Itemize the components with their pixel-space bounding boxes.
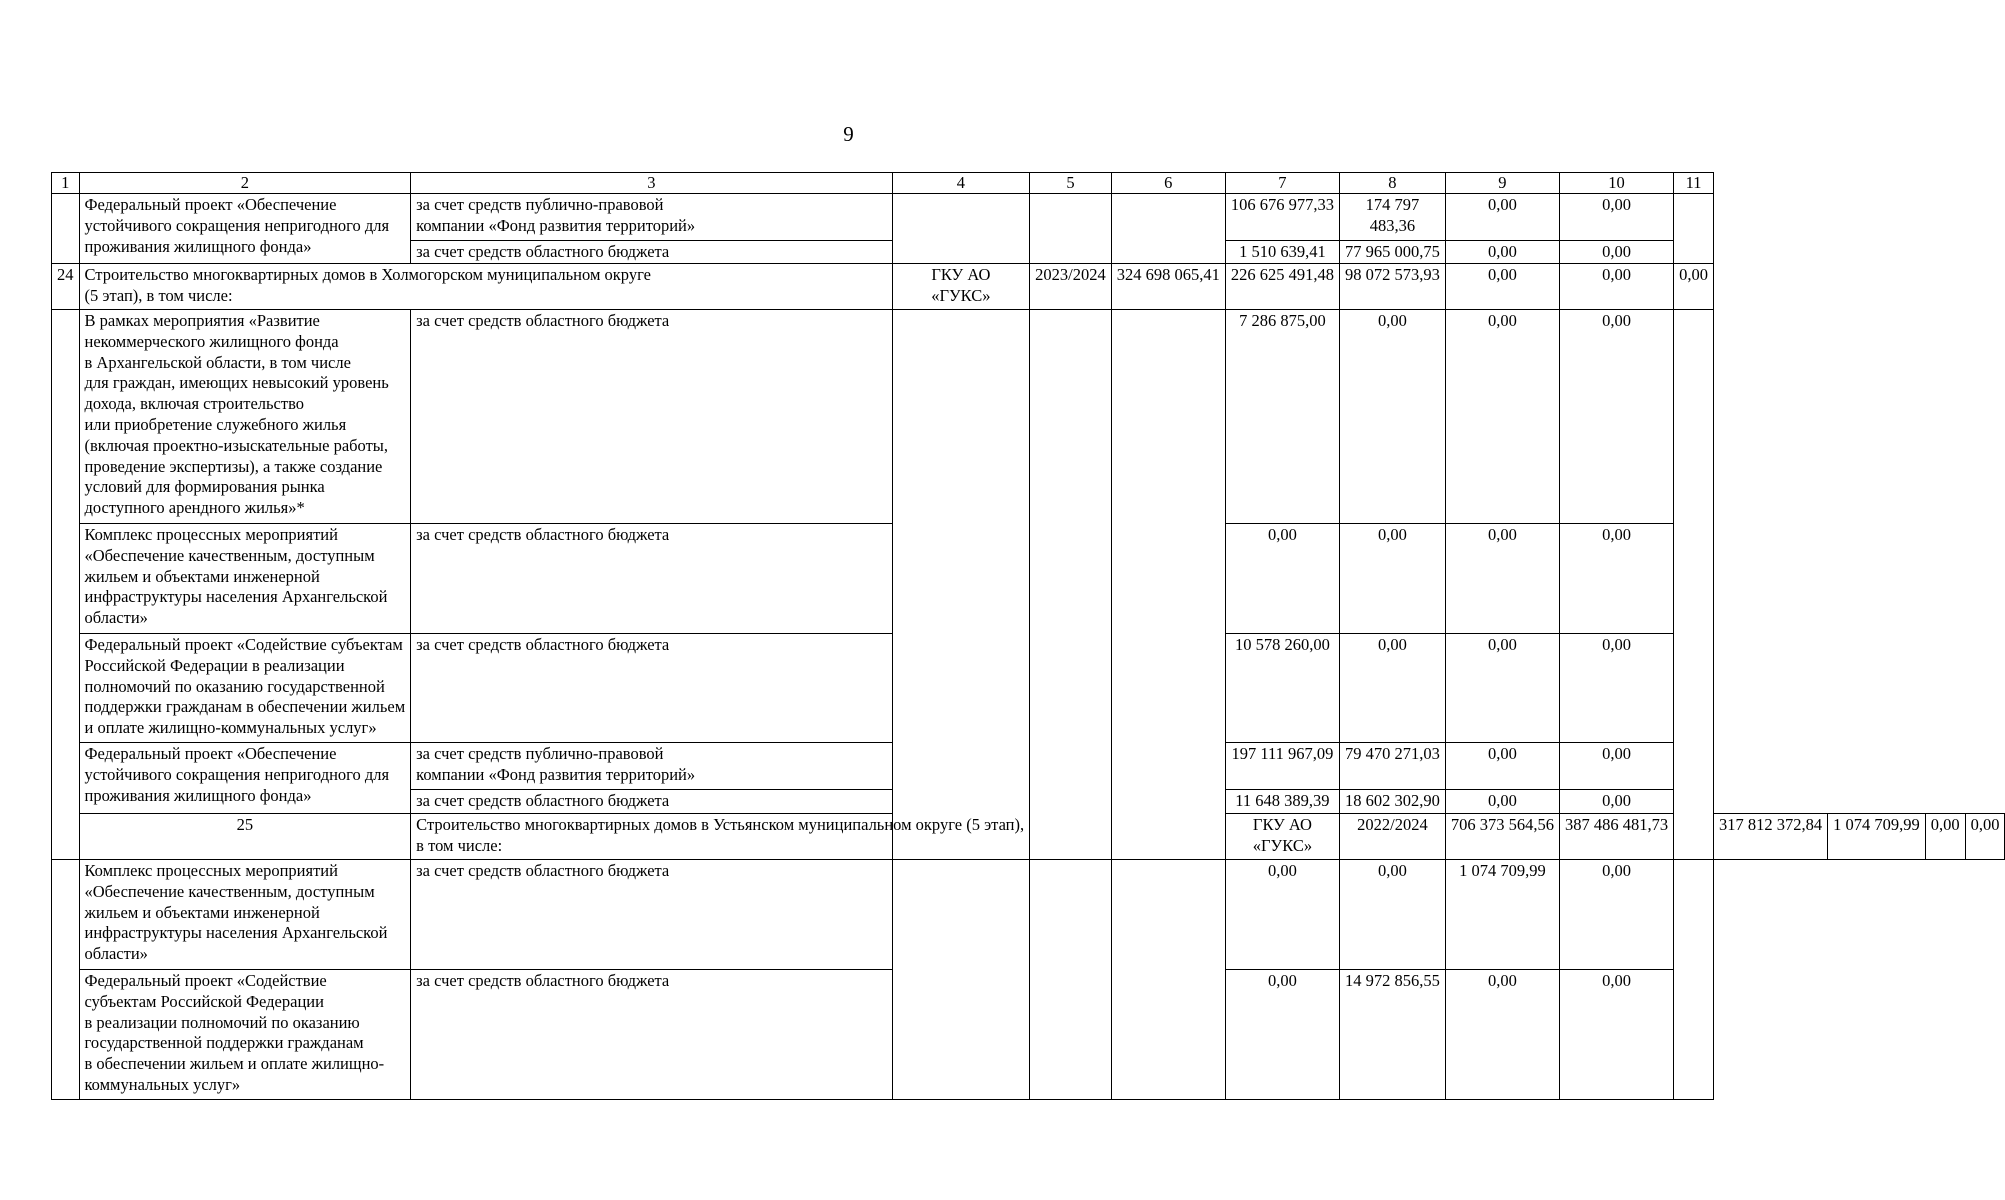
total-cost-cell	[1111, 194, 1225, 264]
executor-cell	[892, 310, 1030, 860]
object-title-cell: Строительство многоквартирных домов в Холмогорском муниципальном округе (5 этап), в том числе:	[79, 264, 892, 310]
column-number: 11	[1674, 173, 1714, 194]
amount-cell: 0,00	[1445, 634, 1559, 743]
funding-source-cell: за счет средств областного бюджета	[411, 310, 892, 524]
executor-cell: ГКУ АО «ГУКС»	[892, 264, 1030, 310]
executor-cell	[892, 860, 1030, 1100]
column-number-header	[52, 173, 2005, 194]
project-name-cell: Федеральный проект «Обеспечение устойчивого сокращения непригодного для проживания жилищного фонда»	[79, 743, 411, 814]
total-cost-cell	[1111, 860, 1225, 1100]
page-number: 9	[843, 122, 854, 146]
period-cell	[1030, 310, 1112, 860]
column-number: 9	[1445, 173, 1559, 194]
project-name-cell: Федеральный проект «Содействие субъектам Российской Федерации в реализации полномочий по оказанию государственной поддержки гражданам в обеспечении жильем и оплате жилищно-коммунальных услуг»	[79, 634, 411, 743]
funding-source-cell: за счет средств областного бюджета	[411, 790, 892, 814]
amount-cell: 317 812 372,84	[1713, 814, 1827, 860]
amount-cell: 0,00	[1225, 524, 1339, 634]
table-row	[52, 264, 2005, 310]
column-number: 5	[1030, 173, 1112, 194]
amount-cell: 174 797 483,36	[1339, 194, 1445, 241]
funding-source-cell: за счет средств публично-правовой компании «Фонд развития территорий»	[411, 194, 892, 241]
amount-cell	[1674, 310, 1714, 860]
amount-cell: 0,00	[1445, 310, 1559, 524]
project-name-cell: Федеральный проект «Содействие субъектам Российской Федерации в реализации полномочий по оказанию государственной поддержки гражданам в обеспечении жильем и оплате жилищно- коммунальных услуг»	[79, 970, 411, 1100]
column-number: 3	[411, 173, 892, 194]
funding-source-cell: за счет средств публично-правовой компании «Фонд развития территорий»	[411, 743, 892, 790]
period-cell: 2023/2024	[1030, 264, 1112, 310]
amount-cell: 7 286 875,00	[1225, 310, 1339, 524]
column-number: 7	[1225, 173, 1339, 194]
amount-cell: 0,00	[1559, 860, 1673, 970]
amount-cell: 0,00	[1559, 241, 1673, 264]
amount-cell: 0,00	[1445, 194, 1559, 241]
table-row	[52, 860, 2005, 970]
amount-cell: 98 072 573,93	[1339, 264, 1445, 310]
amount-cell: 1 510 639,41	[1225, 241, 1339, 264]
amount-cell: 1 074 709,99	[1445, 860, 1559, 970]
amount-cell: 0,00	[1445, 524, 1559, 634]
period-cell: 2022/2024	[1339, 814, 1445, 860]
funding-source-cell: за счет средств областного бюджета	[411, 634, 892, 743]
column-number: 10	[1559, 173, 1673, 194]
amount-cell: 0,00	[1445, 743, 1559, 790]
budget-table	[51, 172, 2005, 1100]
table-row	[52, 310, 2005, 524]
project-name-cell: Комплекс процессных мероприятий «Обеспечение качественным, доступным жильем и объектами инженерной инфраструктуры населения Архангельской области»	[79, 860, 411, 970]
amount-cell: 0,00	[1559, 634, 1673, 743]
amount-cell	[1674, 194, 1714, 264]
amount-cell: 14 972 856,55	[1339, 970, 1445, 1100]
period-cell	[1030, 860, 1112, 1100]
amount-cell: 79 470 271,03	[1339, 743, 1445, 790]
column-number: 1	[52, 173, 80, 194]
funding-source-cell: за счет средств областного бюджета	[411, 524, 892, 634]
amount-cell: 0,00	[1339, 634, 1445, 743]
amount-cell: 0,00	[1445, 264, 1559, 310]
object-title-cell: Строительство многоквартирных домов в Устьянском муниципальном округе (5 этап), в том числе:	[411, 814, 1030, 860]
amount-cell: 0,00	[1559, 524, 1673, 634]
project-name-cell: В рамках мероприятия «Развитие некоммерческого жилищного фонда в Архангельской области, в том числе для граждан, имеющих невысокий уровень дохода, включая строительство или приобретение служебного жилья (включая проектно-изыскательные работы, проведение экспертизы), а также создание условий для формирования рынка доступного арендного жилья»*	[79, 310, 411, 524]
column-number: 4	[892, 173, 1030, 194]
total-cost-cell: 706 373 564,56	[1445, 814, 1559, 860]
amount-cell: 18 602 302,90	[1339, 790, 1445, 814]
row-number-cell	[52, 194, 80, 264]
amount-cell: 0,00	[1925, 814, 1965, 860]
amount-cell: 0,00	[1339, 524, 1445, 634]
amount-cell: 0,00	[1559, 310, 1673, 524]
amount-cell: 77 965 000,75	[1339, 241, 1445, 264]
column-number: 6	[1111, 173, 1225, 194]
period-cell	[1030, 194, 1112, 264]
total-cost-cell	[1111, 310, 1225, 860]
amount-cell: 0,00	[1559, 790, 1673, 814]
amount-cell: 11 648 389,39	[1225, 790, 1339, 814]
amount-cell: 0,00	[1445, 970, 1559, 1100]
amount-cell: 0,00	[1559, 970, 1673, 1100]
row-number-cell	[52, 310, 80, 860]
amount-cell: 387 486 481,73	[1559, 814, 1673, 860]
executor-cell	[892, 194, 1030, 264]
amount-cell: 106 676 977,33	[1225, 194, 1339, 241]
amount-cell: 0,00	[1965, 814, 2005, 860]
project-name-cell: Федеральный проект «Обеспечение устойчивого сокращения непригодного для проживания жилищного фонда»	[79, 194, 411, 264]
row-number-cell: 24	[52, 264, 80, 310]
amount-cell: 0,00	[1225, 970, 1339, 1100]
amount-cell: 0,00	[1445, 241, 1559, 264]
amount-cell: 0,00	[1445, 790, 1559, 814]
amount-cell: 0,00	[1339, 860, 1445, 970]
amount-cell: 197 111 967,09	[1225, 743, 1339, 790]
amount-cell: 1 074 709,99	[1828, 814, 1926, 860]
row-number-cell: 25	[79, 814, 411, 860]
table-row	[52, 194, 2005, 241]
funding-source-cell: за счет средств областного бюджета	[411, 860, 892, 970]
project-name-cell: Комплекс процессных мероприятий «Обеспечение качественным, доступным жильем и объектами инженерной инфраструктуры населения Архангельской области»	[79, 524, 411, 634]
amount-cell: 226 625 491,48	[1225, 264, 1339, 310]
funding-source-cell: за счет средств областного бюджета	[411, 970, 892, 1100]
amount-cell: 0,00	[1559, 743, 1673, 790]
amount-cell: 0,00	[1559, 264, 1673, 310]
row-number-cell	[52, 860, 80, 1100]
amount-cell: 0,00	[1225, 860, 1339, 970]
column-number: 8	[1339, 173, 1445, 194]
amount-cell: 10 578 260,00	[1225, 634, 1339, 743]
amount-cell: 0,00	[1339, 310, 1445, 524]
amount-cell	[1674, 860, 1714, 1100]
total-cost-cell: 324 698 065,41	[1111, 264, 1225, 310]
amount-cell: 0,00	[1559, 194, 1673, 241]
executor-cell: ГКУ АО «ГУКС»	[1225, 814, 1339, 860]
column-number: 2	[79, 173, 411, 194]
funding-source-cell: за счет средств областного бюджета	[411, 241, 892, 264]
amount-cell: 0,00	[1674, 264, 1714, 310]
